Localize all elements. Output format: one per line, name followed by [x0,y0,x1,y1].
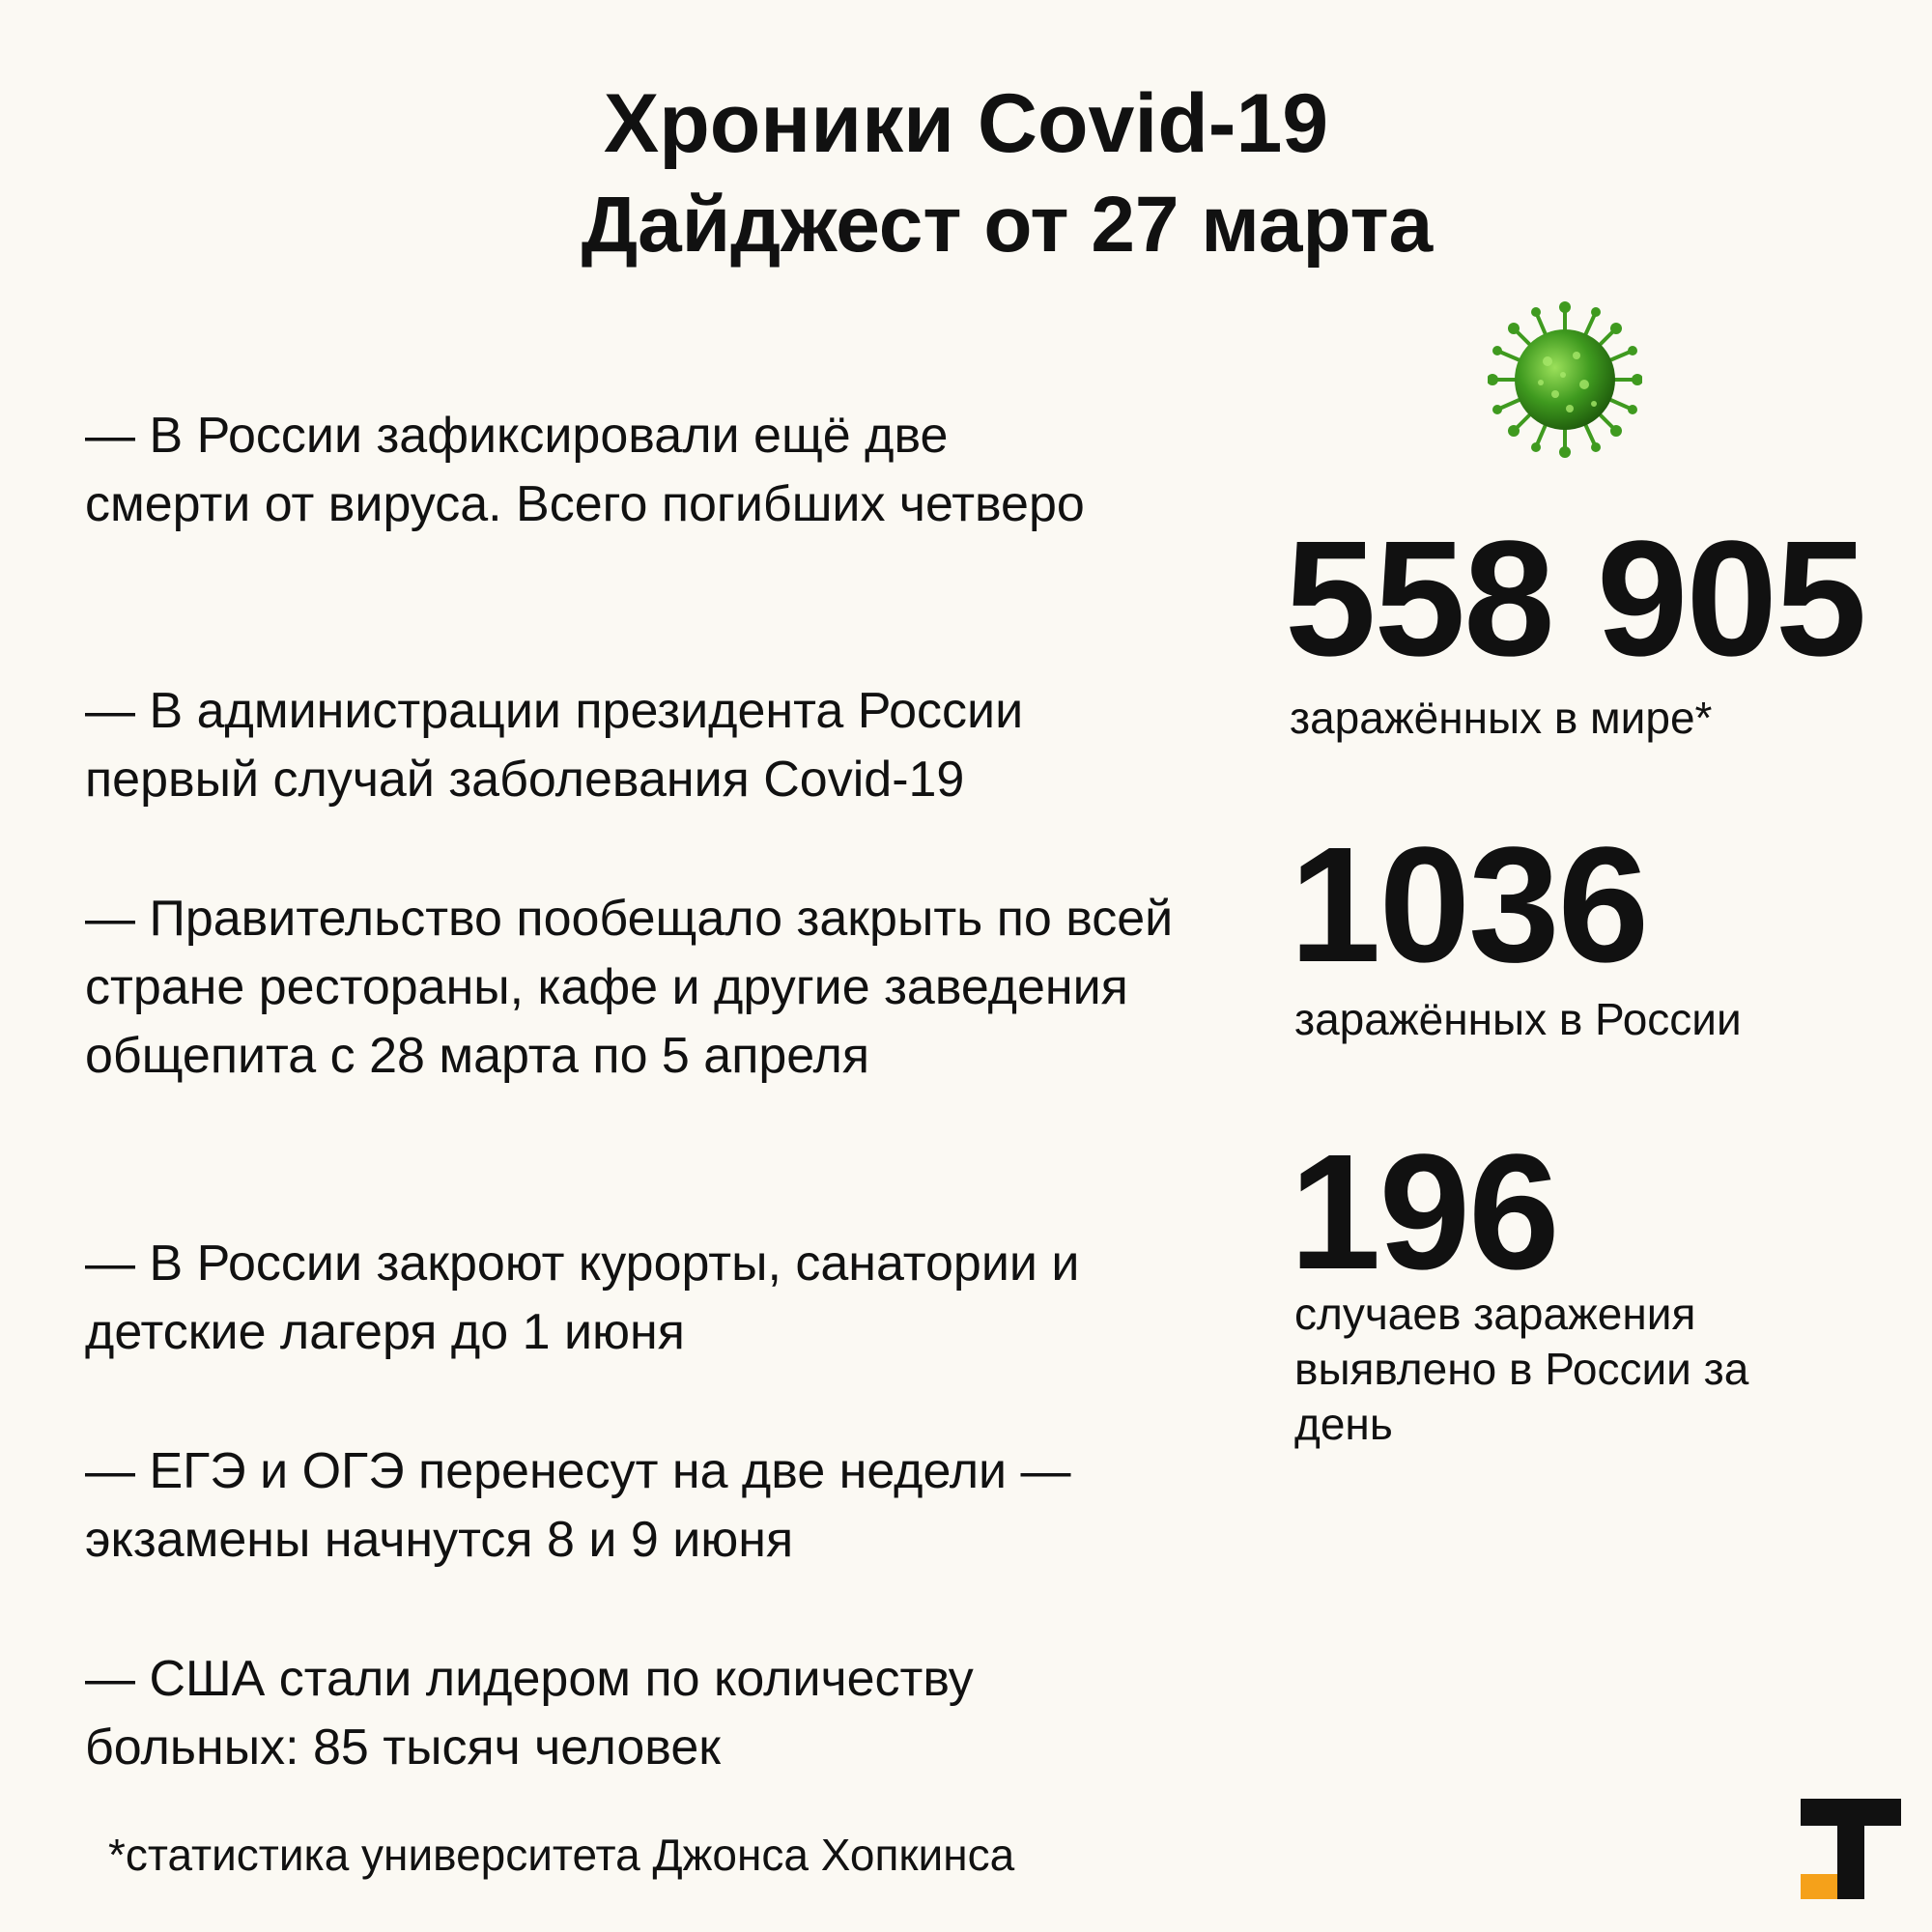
news-item: — США стали лидером по количеству больных: 85 тысяч человек [85,1651,974,1776]
stat-russia-daily [1290,1121,1835,1452]
virus-icon [1488,298,1642,462]
news-item: — В России зафиксировали ещё две смерти от вируса. Всего погибших четверо [85,408,1085,532]
stat-label: заражённых в России [1294,994,1742,1044]
stat-russia [1290,813,1742,1047]
news-item: — В России закроют курорты, санатории и детские лагеря до 1 июня [85,1236,1080,1360]
footnote: *статистика университета Джонса Хопкинса [108,1830,1015,1880]
stat-value: 558 905 [1285,507,1865,691]
news-item: — ЕГЭ и ОГЭ перенесут на две недели — экзамены начнутся 8 и 9 июня [85,1443,1071,1568]
page-subtitle: Дайджест от 27 марта [581,181,1434,269]
stat-value: 1036 [1290,813,1648,997]
news-item: — В администрации президента России первый случай заболевания Covid-19 [85,683,1024,808]
stat-world [1285,507,1865,746]
stat-value: 196 [1290,1121,1558,1304]
stat-label: заражённых в мире* [1290,693,1713,743]
brand-logo-icon [1801,1799,1901,1899]
page-title: Хроники Covid-19 [603,77,1329,170]
stat-label: случаев заражения выявлено в России за день [1294,1289,1749,1449]
news-item: — Правительство пообещало закрыть по всей стране рестораны, кафе и другие заведения общепита с 28 марта по 5 апреля [85,891,1174,1084]
